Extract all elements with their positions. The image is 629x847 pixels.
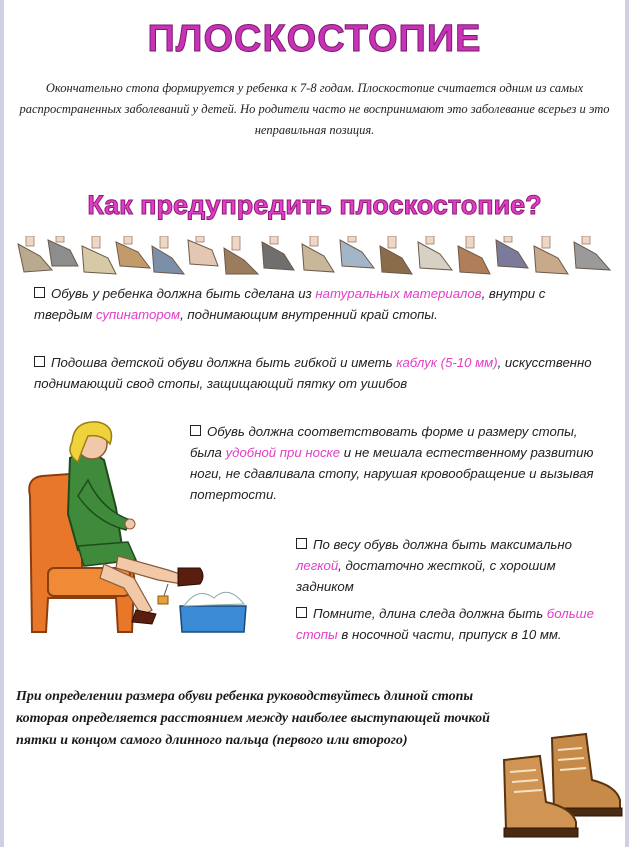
rule-text: Обувь должна соответствовать форме и размеру стопы, была [190, 424, 578, 460]
intro-paragraph: Окончательно стопа формируется у ребенка к 7-8 годам. Плоскостопие считается одним из самых распространенных заболеваний у детей. Но родители часто не воспринимают это заболевание всерьез и это неправильная позиция. [19, 81, 610, 137]
rule-text: По весу обувь должна быть максимально [313, 537, 572, 552]
rule-text: Обувь у ребенка должна быть сделана из [51, 286, 316, 301]
walking-feet-illustration [12, 236, 620, 282]
rule-text: , искусственно поднимающий свод стопы, защищающий пятку от ушибов [34, 355, 592, 391]
rule-highlight: легкой [296, 558, 339, 573]
rule-highlight: натуральных материалов [315, 286, 482, 301]
rule-text: Помните, длина следа должна быть [313, 606, 547, 621]
boots-illustration [496, 730, 624, 840]
rule-text: , поднимающим внутренний край стопы. [180, 307, 438, 322]
rule-item [190, 421, 610, 505]
rule-text: Подошва детской обуви должна быть гибкой и иметь [51, 355, 397, 370]
checkbox-icon [34, 356, 45, 367]
rule-highlight: удобной при носке [225, 445, 341, 460]
page-title: ПЛОСКОСТОПИЕ [147, 18, 482, 60]
rule-item [34, 283, 594, 325]
checkbox-icon [296, 607, 307, 618]
rule-highlight: больше стопы [296, 606, 594, 642]
rule-item [34, 352, 594, 394]
rule-highlight: каблук (5-10 мм) [396, 355, 498, 370]
sizing-note: При определении размера обуви ребенка руководствуйтесь длиной стопы которая определяется расстоянием между наиболее выступающей точкой пятки и концом самого длинного пальца (первого или второго) [16, 689, 490, 748]
section-subtitle: Как предупредить плоскостопие? [87, 190, 542, 220]
rule-item [296, 603, 616, 645]
rule-text: в носочной части, припуск в 10 мм. [337, 627, 562, 642]
rule-item [296, 534, 616, 597]
checkbox-icon [190, 425, 201, 436]
rule-text: , достаточно жесткой, с хорошим задником [296, 558, 556, 594]
checkbox-icon [34, 287, 45, 298]
rule-highlight: супинатором [95, 307, 181, 322]
checkbox-icon [296, 538, 307, 549]
rule-text: и не мешала естественному развитию ноги, не сдавливала стопу, нарушая кровообращение и вызывая потертости. [190, 445, 594, 502]
rule-text: , внутри с твердым [34, 286, 546, 322]
